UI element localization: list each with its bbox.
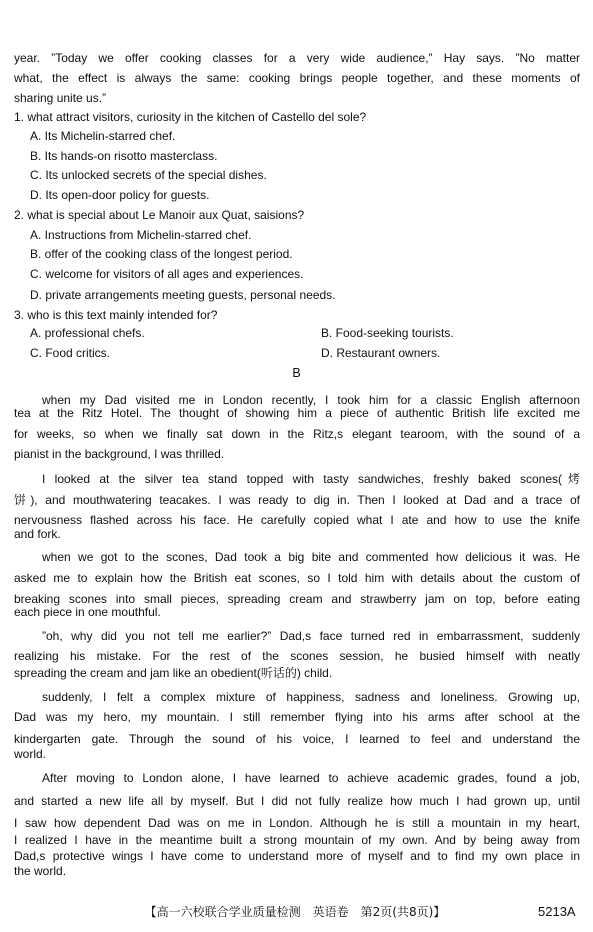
question-stem: 1. what attract visitors, curiosity in the kitchen of Castello del sole? [14, 110, 367, 124]
passage-b-line: realizing his mistake. For the rest of the scones session, he busied himself with neatly [14, 649, 580, 663]
passage-b-line: when my Dad visited me in London recently, I took him for a classic English afternoon [42, 393, 580, 407]
passage-b-line: the world. [14, 864, 67, 878]
passage-b-line: breaking scones into small pieces, spreading cream and strawberry jam on top, before eating [14, 592, 580, 606]
answer-option: B. Its hands-on risotto masterclass. [30, 149, 218, 163]
question-stem: 3. who is this text mainly intended for? [14, 308, 218, 322]
passage-b-line: and fork. [14, 527, 61, 541]
passage-b-line: pianist in the background, I was thrilled. [14, 447, 225, 461]
passage-b-line: After moving to London alone, I have learned to achieve academic grades, found a job, [42, 771, 580, 785]
passage-b-line: I looked at the silver tea stand topped with tasty sandwiches, freshly baked scones(烤 [42, 472, 580, 486]
passage-b-line: Dad,s protective wings I have come to understand more of myself and to find my own place in [14, 849, 580, 863]
passage-a-line: sharing unite us.” [14, 91, 107, 105]
page-footer-title: 【高一六校联合学业质量检测 英语卷 第2页(共8页)】 [144, 905, 446, 919]
passage-b-line: world. [14, 747, 47, 761]
passage-b-line: for weeks, so when we finally sat down in the Ritz,s elegant tearoom, with the sound of a [14, 427, 580, 441]
question-stem: 2. what is special about Le Manoir aux Quat, saisions? [14, 208, 305, 222]
answer-option: D. Its open-door policy for guests. [30, 188, 210, 202]
answer-option: A. Instructions from Michelin-starred chef. [30, 228, 252, 242]
section-heading: B [292, 366, 301, 380]
passage-b-line: ”oh, why did you not tell me earlier?” Dad,s face turned red in embarrassment, suddenly [42, 629, 580, 643]
passage-b-line: spreading the cream and jam like an obedient(听话的) child. [14, 666, 333, 680]
answer-option: A. Its Michelin-starred chef. [30, 129, 176, 143]
passage-b-line: 饼), and mouthwatering teacakes. I was ready to dig in. Then I looked at Dad and a trace of [14, 493, 580, 507]
passage-b-line: I realized I have in the meantime built a strong mountain of my own. And by being away from [14, 833, 580, 847]
answer-option: C. welcome for visitors of all ages and experiences. [30, 267, 304, 281]
passage-b-line: asked me to explain how the British eat scones, so I told him with details about the custom of [14, 571, 580, 585]
passage-b-line: and started a new life all by myself. But I did not fully realize how much I had grown up, until [14, 794, 580, 808]
passage-a-line: year. ”Today we offer cooking classes for a very wide audience,” Hay says. ”No matter [14, 51, 580, 65]
passage-b-line: I saw how dependent Dad was on me in London. Although he is still a mountain in my heart, [14, 816, 580, 830]
passage-b-line: tea at the Ritz Hotel. The thought of showing him a piece of authentic British life excited me [14, 406, 580, 420]
answer-option: B. Food-seeking tourists. [321, 326, 454, 340]
answer-option: D. Restaurant owners. [321, 346, 441, 360]
passage-b-line: nervousness flashed across his face. He carefully copied what I ate and how to use the knife [14, 513, 580, 527]
answer-option: C. Its unlocked secrets of the special dishes. [30, 168, 267, 182]
exam-code: 5213A [538, 904, 576, 919]
answer-option: B. offer of the cooking class of the longest period. [30, 247, 293, 261]
passage-b-line: Dad was my hero, my mountain. I still remember flying into his arms after school at the [14, 710, 580, 724]
answer-option: A. professional chefs. [30, 326, 145, 340]
answer-option: D. private arrangements meeting guests, personal needs. [30, 288, 336, 302]
passage-b-line: when we got to the scones, Dad took a big bite and commented how delicious it was. He [42, 550, 580, 564]
passage-b-line: each piece in one mouthful. [14, 605, 161, 619]
passage-a-line: what, the effect is always the same: cooking brings people together, and these moments of [14, 71, 580, 85]
answer-option: C. Food critics. [30, 346, 111, 360]
passage-b-line: kindergarten gate. Through the sound of his voice, I learned to feel and understand the [14, 732, 580, 746]
passage-b-line: suddenly, I felt a complex mixture of happiness, sadness and loneliness. Growing up, [42, 690, 580, 704]
